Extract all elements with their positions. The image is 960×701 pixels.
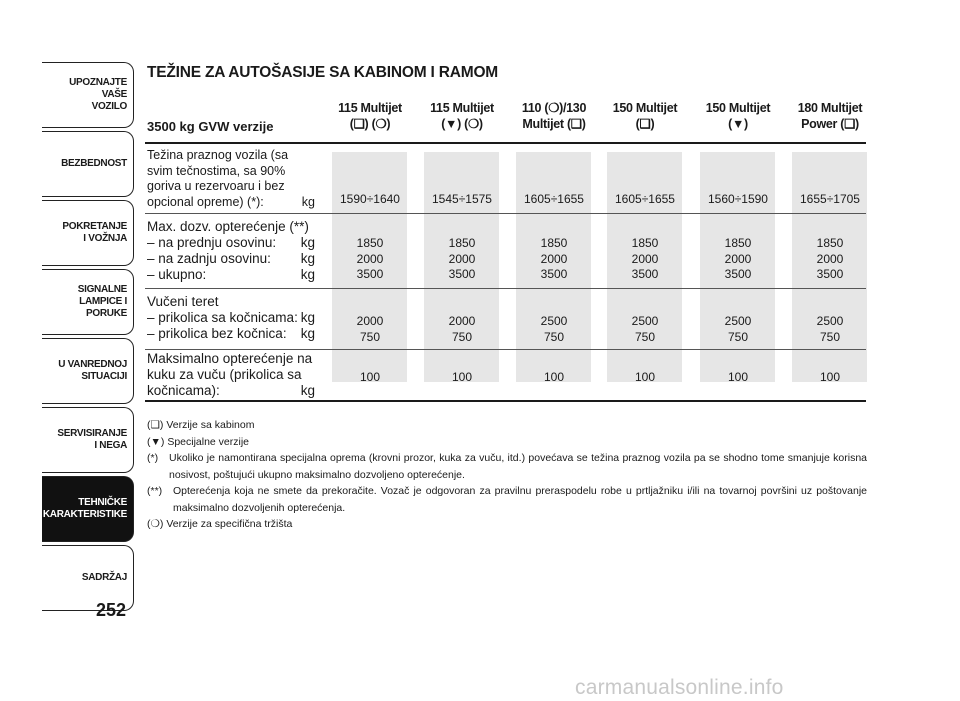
page-number: 252 <box>96 600 127 620</box>
table-cell: 100 <box>451 370 473 384</box>
table-cell-stack: 2500 750 <box>631 314 659 344</box>
page-title: TEŽINE ZA AUTOŠASIJE SA KABINOM I RAMOM <box>147 64 499 81</box>
table-cell: 100 <box>727 370 749 384</box>
column-header-1: 115 Multijet (❑) (❍) <box>338 101 402 131</box>
footnotes <box>147 417 867 533</box>
table-header-label: 3500 kg GVW verzije <box>147 119 274 134</box>
row-divider <box>145 213 866 214</box>
sidebar-tab-servisiranje[interactable]: SERVISIRANJE I NEGA <box>42 407 134 473</box>
sidebar-tab-signalne[interactable]: SIGNALNE LAMPICE I PORUKE <box>42 269 134 335</box>
row-label-tow-hitch: Maksimalno opterećenje na kuku za vuču (prikolica sa kočnicama): kg <box>147 351 315 398</box>
footnote: (*) Ukoliko je namontirana specijalna oprema (krovni prozor, kuka za vuču, itd.) povećava se težina praznog vozila pa se shodno tome smanjuje korisna nosivost, poštujući ukupno maksimalno dozvoljeno opterećenje. <box>147 452 867 481</box>
sidebar-tab-upoznajte[interactable]: UPOZNAJTE VAŠE VOZILO <box>42 62 134 128</box>
table-cell: 1590÷1640 <box>340 192 400 206</box>
watermark: carmanualsonline.info <box>575 676 784 699</box>
table-cell: 1605÷1655 <box>524 192 584 206</box>
column-header-2: 115 Multijet (▼) (❍) <box>430 101 494 131</box>
table-cell: 1560÷1590 <box>708 192 768 206</box>
table-cell: 100 <box>634 370 656 384</box>
table-cell-stack: 2500 750 <box>540 314 568 344</box>
table-cell: 1545÷1575 <box>432 192 492 206</box>
table-cell-stack: 1850 2000 3500 <box>448 236 476 281</box>
column-header-5: 150 Multijet (▼) <box>705 101 771 131</box>
table-cell: 100 <box>819 370 841 384</box>
header-rule <box>145 142 866 144</box>
table-cell-stack: 1850 2000 3500 <box>816 236 844 281</box>
column-header-3: 110 (❍)/130 Multijet (❑) <box>521 101 587 131</box>
table-cell-stack: 2000 750 <box>448 314 476 344</box>
column-header-6: 180 Multijet Power (❑) <box>797 101 863 131</box>
table-cell-stack: 1850 2000 3500 <box>356 236 384 281</box>
table-cell-stack: 2000 750 <box>356 314 384 344</box>
row-divider <box>145 349 866 350</box>
table-cell: 100 <box>359 370 381 384</box>
sidebar-tab-sadrzaj[interactable]: SADRŽAJ <box>42 545 134 611</box>
sidebar-tab-tehnicke[interactable]: TEHNIČKE KARAKTERISTIKE <box>42 476 134 542</box>
table-cell-stack: 1850 2000 3500 <box>540 236 568 281</box>
column-header-4: 150 Multijet (❑) <box>612 101 678 131</box>
row-label-towed: Vučeni teret – prikolica sa kočnicama: kg – prikolica bez kočnica: kg <box>147 294 315 341</box>
footnote: (❍) Verzije za specifična tržišta <box>147 518 293 530</box>
row-divider <box>145 288 866 289</box>
sidebar-tab-bezbednost[interactable]: BEZBEDNOST <box>42 131 134 197</box>
table-cell-stack: 2500 750 <box>816 314 844 344</box>
sidebar-tab-vanrednoj[interactable]: U VANREDNOJ SITUACIJI <box>42 338 134 404</box>
table-cell: 1605÷1655 <box>615 192 675 206</box>
footnote: (**) Opterećenja koja ne smete da prekoračite. Vozač je odgovoran za pravilnu preraspodelu robe u prtljažniku i/ili na tovarnoj površini uz poštovanje maksimalno dozvoljenih opterećenja. <box>147 485 867 514</box>
table-cell: 1655÷1705 <box>800 192 860 206</box>
footnote: (❑) Verzije sa kabinom <box>147 419 255 431</box>
table-cell-stack: 2500 750 <box>724 314 752 344</box>
row-label-max-load: Max. dozv. opterećenje (**) – na prednju osovinu: kg – na zadnju osovinu: kg – ukupno: kg <box>147 219 315 282</box>
table-cell-stack: 1850 2000 3500 <box>631 236 659 281</box>
table-cell: 100 <box>543 370 565 384</box>
row-label-empty-weight: Težina praznog vozila (sa svim tečnostima, sa 90% goriva u rezervoaru i bez opcional opreme) (*): kg <box>147 148 315 209</box>
footnote: (▼) Specijalne verzije <box>147 435 250 448</box>
table-bottom-rule <box>145 400 866 402</box>
table-cell-stack: 1850 2000 3500 <box>724 236 752 281</box>
sidebar-tab-pokretanje[interactable]: POKRETANJE I VOŽNJA <box>42 200 134 266</box>
